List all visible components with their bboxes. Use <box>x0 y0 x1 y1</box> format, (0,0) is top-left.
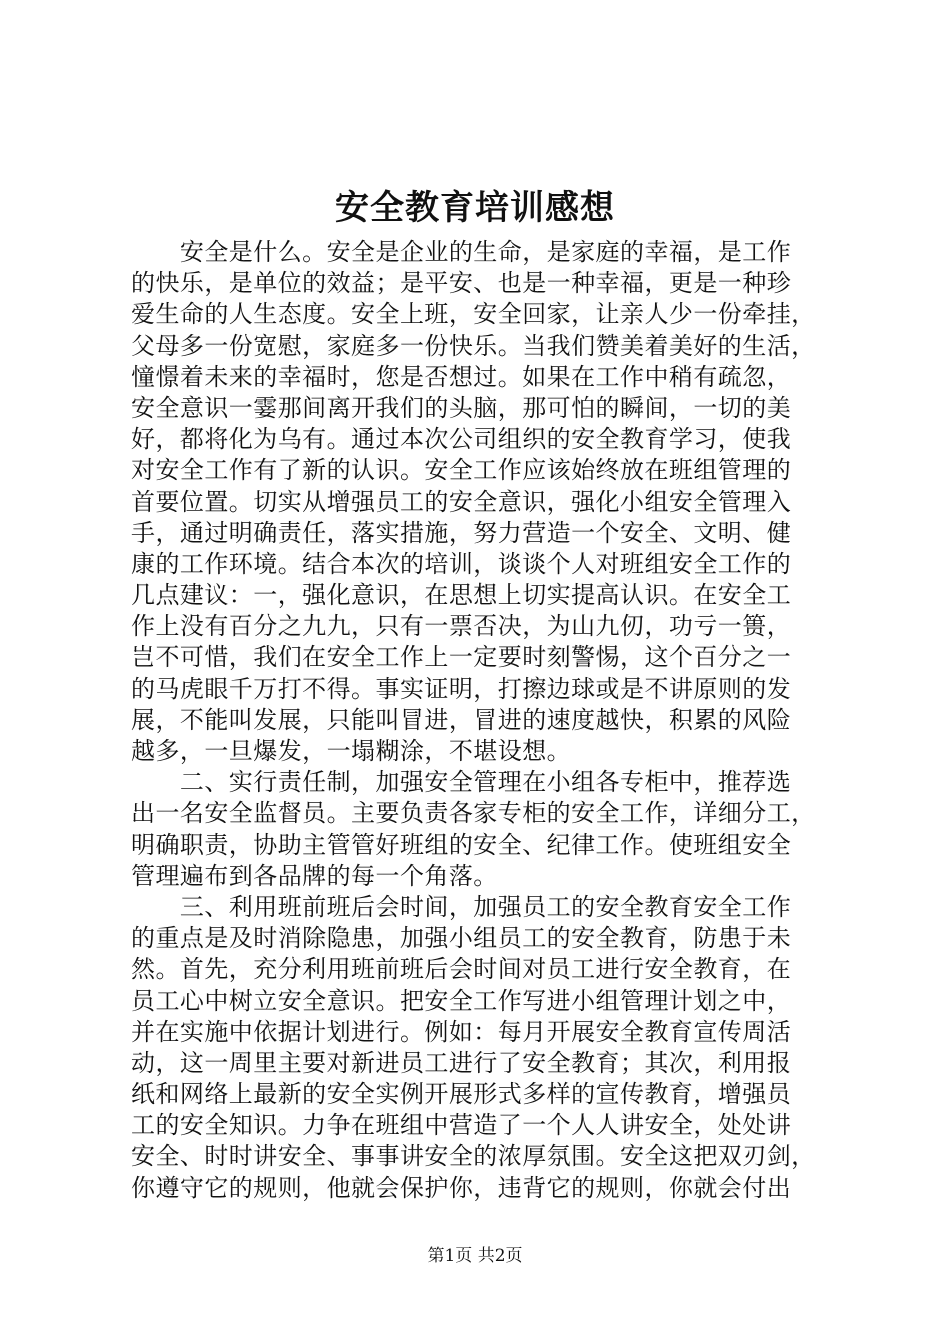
page-footer: 第1页 共2页 <box>427 1246 523 1266</box>
body-line: 三、利用班前班后会时间，加强员工的安全教育安全工作 <box>131 892 792 921</box>
document-body <box>131 237 831 1204</box>
body-line: 越多，一旦爆发，一塌糊涂，不堪设想。 <box>131 737 572 765</box>
body-line: 动，这一周里主要对新进员工进行了安全教育；其次，利用报 <box>131 1048 792 1077</box>
body-line: 对安全工作有了新的认识。安全工作应该始终放在班组管理的 <box>131 456 792 485</box>
body-line: 好，都将化为乌有。通过本次公司组织的安全教育学习，使我 <box>131 425 792 454</box>
body-line: 并在实施中依据计划进行。例如：每月开展安全教育宣传周活 <box>131 1017 792 1046</box>
document-title: 安全教育培训感想 <box>335 188 615 228</box>
body-line: 首要位置。切实从增强员工的安全意识，强化小组安全管理入 <box>131 487 792 516</box>
body-line: 明确职责，协助主管管好班组的安全、纪律工作。使班组安全 <box>131 830 792 859</box>
body-line: 你遵守它的规则，他就会保护你，违背它的规则，你就会付出 <box>131 1173 792 1202</box>
body-line: 父母多一份宽慰，家庭多一份快乐。当我们赞美着美好的生活， <box>131 331 816 360</box>
body-line: 作上没有百分之九九，只有一票否决，为山九仞，功亏一篑， <box>131 612 792 641</box>
body-line: 安全是什么。安全是企业的生命，是家庭的幸福，是工作 <box>131 238 792 266</box>
body-line: 出一名安全监督员。主要负责各家专柜的安全工作，详细分工， <box>131 799 816 828</box>
body-line: 安全意识一霎那间离开我们的头脑，那可怕的瞬间，一切的美 <box>131 393 792 422</box>
body-line: 憧憬着未来的幸福时，您是否想过。如果在工作中稍有疏忽， <box>131 362 792 391</box>
body-line: 员工心中树立安全意识。把安全工作写进小组管理计划之中， <box>131 986 792 1015</box>
body-line: 岂不可惜，我们在安全工作上一定要时刻警惕，这个百分之一 <box>131 643 792 672</box>
body-line: 然。首先，充分利用班前班后会时间对员工进行安全教育，在 <box>131 955 792 984</box>
body-line: 的重点是及时消除隐患，加强小组员工的安全教育，防患于未 <box>131 924 792 953</box>
body-line: 的马虎眼千万打不得。事实证明，打擦边球或是不讲原则的发 <box>131 674 792 703</box>
body-line: 手，通过明确责任，落实措施，努力营造一个安全、文明、健 <box>131 518 792 547</box>
body-line: 展，不能叫发展，只能叫冒进，冒进的速度越快，积累的风险 <box>131 705 792 734</box>
body-line: 安全、时时讲安全、事事讲安全的浓厚氛围。安全这把双刃剑， <box>131 1142 816 1171</box>
body-line: 二、实行责任制，加强安全管理在小组各专柜中，推荐选 <box>131 768 792 797</box>
body-line: 爱生命的人生态度。安全上班，安全回家，让亲人少一份牵挂， <box>131 300 816 329</box>
body-line: 工的安全知识。力争在班组中营造了一个人人讲安全，处处讲 <box>131 1111 792 1140</box>
body-line: 几点建议：一，强化意识，在思想上切实提高认识。在安全工 <box>131 581 792 610</box>
body-line: 纸和网络上最新的安全实例开展形式多样的宣传教育，增强员 <box>131 1080 792 1109</box>
body-line: 康的工作环境。结合本次的培训，谈谈个人对班组安全工作的 <box>131 549 792 578</box>
body-line: 的快乐，是单位的效益；是平安、也是一种幸福，更是一种珍 <box>131 269 792 298</box>
body-line: 管理遍布到各品牌的每一个角落。 <box>131 861 498 890</box>
